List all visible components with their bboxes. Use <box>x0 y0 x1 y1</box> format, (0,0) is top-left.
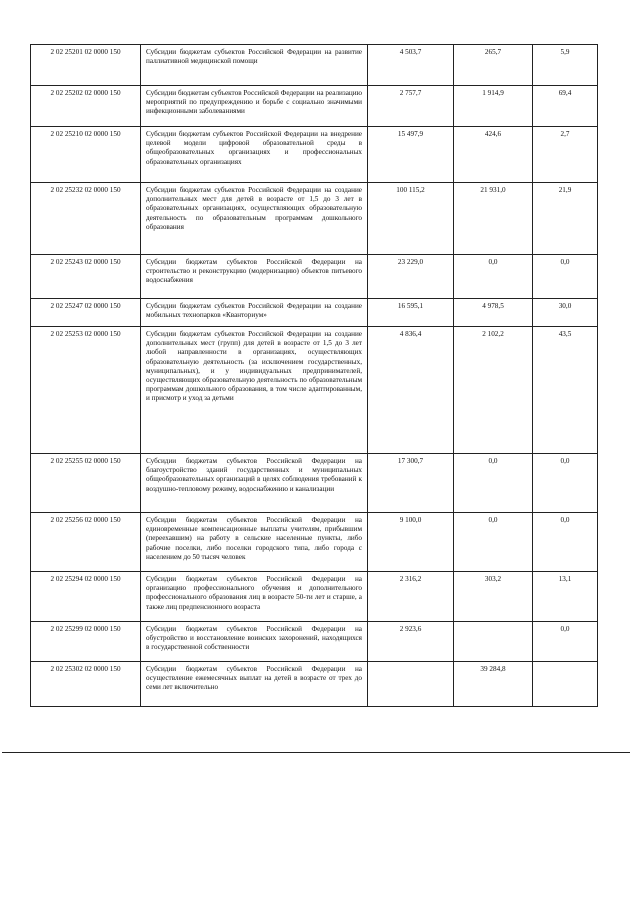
budget-code-cell: 2 02 25210 02 0000 150 <box>31 127 141 183</box>
percent-cell <box>533 662 598 707</box>
percent-cell: 0,0 <box>533 255 598 299</box>
plan-amount-cell: 17 300,7 <box>368 454 454 513</box>
plan-amount-cell: 23 229,0 <box>368 255 454 299</box>
plan-amount-cell: 4 836,4 <box>368 327 454 454</box>
percent-cell: 13,1 <box>533 572 598 622</box>
plan-amount-cell: 100 115,2 <box>368 183 454 255</box>
description-cell: Субсидии бюджетам субъектов Российской Федерации на создание дополнительных мест для детей в возрасте от 1,5 до 3 лет в образовательных организациях, осуществляющих образовательную деятельность по образовательным программам дошкольного образования <box>141 183 368 255</box>
actual-amount-cell: 4 978,5 <box>454 299 533 327</box>
actual-amount-cell: 1 914,9 <box>454 86 533 127</box>
actual-amount-cell: 265,7 <box>454 45 533 86</box>
page-divider-line <box>2 752 630 753</box>
percent-cell: 0,0 <box>533 622 598 662</box>
percent-cell: 5,9 <box>533 45 598 86</box>
plan-amount-cell: 2 316,2 <box>368 572 454 622</box>
description-cell: Субсидии бюджетам субъектов Российской Федерации на создание мобильных технопарков «Кванториум» <box>141 299 368 327</box>
percent-cell: 43,5 <box>533 327 598 454</box>
table-row <box>31 127 598 183</box>
table-row <box>31 45 598 86</box>
plan-amount-cell: 9 100,0 <box>368 513 454 572</box>
table-row <box>31 255 598 299</box>
description-cell: Субсидии бюджетам субъектов Российской Федерации на создание дополнительных мест (групп) для детей в возрасте от 1,5 до 3 лет любой направленности в организациях, осуществляющих образовательную деятельность (за исключением государственных, муниципальных), и у индивидуальных предпринимателей, осуществляющих образовательную деятельность по образовательным программам дошкольного образования, в том числе адаптированным, и присмотр и уход за детьми <box>141 327 368 454</box>
actual-amount-cell: 0,0 <box>454 513 533 572</box>
actual-amount-cell: 39 284,8 <box>454 662 533 707</box>
actual-amount-cell: 21 931,0 <box>454 183 533 255</box>
plan-amount-cell: 16 595,1 <box>368 299 454 327</box>
budget-code-cell: 2 02 25232 02 0000 150 <box>31 183 141 255</box>
plan-amount-cell: 2 757,7 <box>368 86 454 127</box>
budget-code-cell: 2 02 25294 02 0000 150 <box>31 572 141 622</box>
percent-cell: 0,0 <box>533 454 598 513</box>
plan-amount-cell: 15 497,9 <box>368 127 454 183</box>
budget-code-cell: 2 02 25255 02 0000 150 <box>31 454 141 513</box>
description-cell: Субсидии бюджетам субъектов Российской Федерации на организацию профессионального обучения и дополнительного профессионального образования лиц в возрасте 50-ти лет и старше, а также лиц предпенсионного возраста <box>141 572 368 622</box>
table-row <box>31 622 598 662</box>
percent-cell: 2,7 <box>533 127 598 183</box>
actual-amount-cell: 0,0 <box>454 454 533 513</box>
description-cell: Субсидии бюджетам субъектов Российской Федерации на благоустройство зданий государственных и муниципальных общеобразовательных организаций в целях соблюдения требований к воздушно-тепловому режиму, водоснабжению и канализации <box>141 454 368 513</box>
table-row <box>31 327 598 454</box>
percent-cell: 30,0 <box>533 299 598 327</box>
percent-cell: 0,0 <box>533 513 598 572</box>
table-row <box>31 86 598 127</box>
budget-code-cell: 2 02 25202 02 0000 150 <box>31 86 141 127</box>
table-row <box>31 662 598 707</box>
description-cell: Субсидии бюджетам субъектов Российской Федерации на единовременные компенсационные выплаты учителям, прибывшим (переехавшим) на работу в сельские населенные пункты, либо рабочие поселки, либо поселки городского типа, либо города с населением до 50 тысяч человек <box>141 513 368 572</box>
description-cell: Субсидии бюджетам субъектов Российской Федерации на обустройство и восстановление воинских захоронений, находящихся в государственной собственности <box>141 622 368 662</box>
budget-code-cell: 2 02 25299 02 0000 150 <box>31 622 141 662</box>
description-cell: Субсидии бюджетам субъектов Российской Федерации на внедрение целевой модели цифровой образовательной среды в общеобразовательных организациях и профессиональных образовательных организациях <box>141 127 368 183</box>
actual-amount-cell: 2 102,2 <box>454 327 533 454</box>
budget-code-cell: 2 02 25302 02 0000 150 <box>31 662 141 707</box>
budget-code-cell: 2 02 25253 02 0000 150 <box>31 327 141 454</box>
plan-amount-cell <box>368 662 454 707</box>
actual-amount-cell: 303,2 <box>454 572 533 622</box>
percent-cell: 21,9 <box>533 183 598 255</box>
budget-code-cell: 2 02 25256 02 0000 150 <box>31 513 141 572</box>
budget-table <box>30 44 598 707</box>
description-cell: Субсидии бюджетам субъектов Российской Федерации на развитие паллиативной медицинской помощи <box>141 45 368 86</box>
table-row <box>31 299 598 327</box>
budget-code-cell: 2 02 25201 02 0000 150 <box>31 45 141 86</box>
percent-cell: 69,4 <box>533 86 598 127</box>
actual-amount-cell: 424,6 <box>454 127 533 183</box>
table-row <box>31 513 598 572</box>
description-cell: Субсидии бюджетам субъектов Российской Федерации на осуществление ежемесячных выплат на детей в возрасте от трех до семи лет включительно <box>141 662 368 707</box>
table-row <box>31 454 598 513</box>
plan-amount-cell: 2 923,6 <box>368 622 454 662</box>
plan-amount-cell: 4 503,7 <box>368 45 454 86</box>
actual-amount-cell: 0,0 <box>454 255 533 299</box>
description-cell: Субсидии бюджетам субъектов Российской Федерации на реализацию мероприятий по предупреждению и борьбе с социально значимыми инфекционными заболеваниями <box>141 86 368 127</box>
budget-code-cell: 2 02 25247 02 0000 150 <box>31 299 141 327</box>
table-row <box>31 572 598 622</box>
description-cell: Субсидии бюджетам субъектов Российской Федерации на строительство и реконструкцию (модернизацию) объектов питьевого водоснабжения <box>141 255 368 299</box>
table-row <box>31 183 598 255</box>
actual-amount-cell <box>454 622 533 662</box>
budget-code-cell: 2 02 25243 02 0000 150 <box>31 255 141 299</box>
